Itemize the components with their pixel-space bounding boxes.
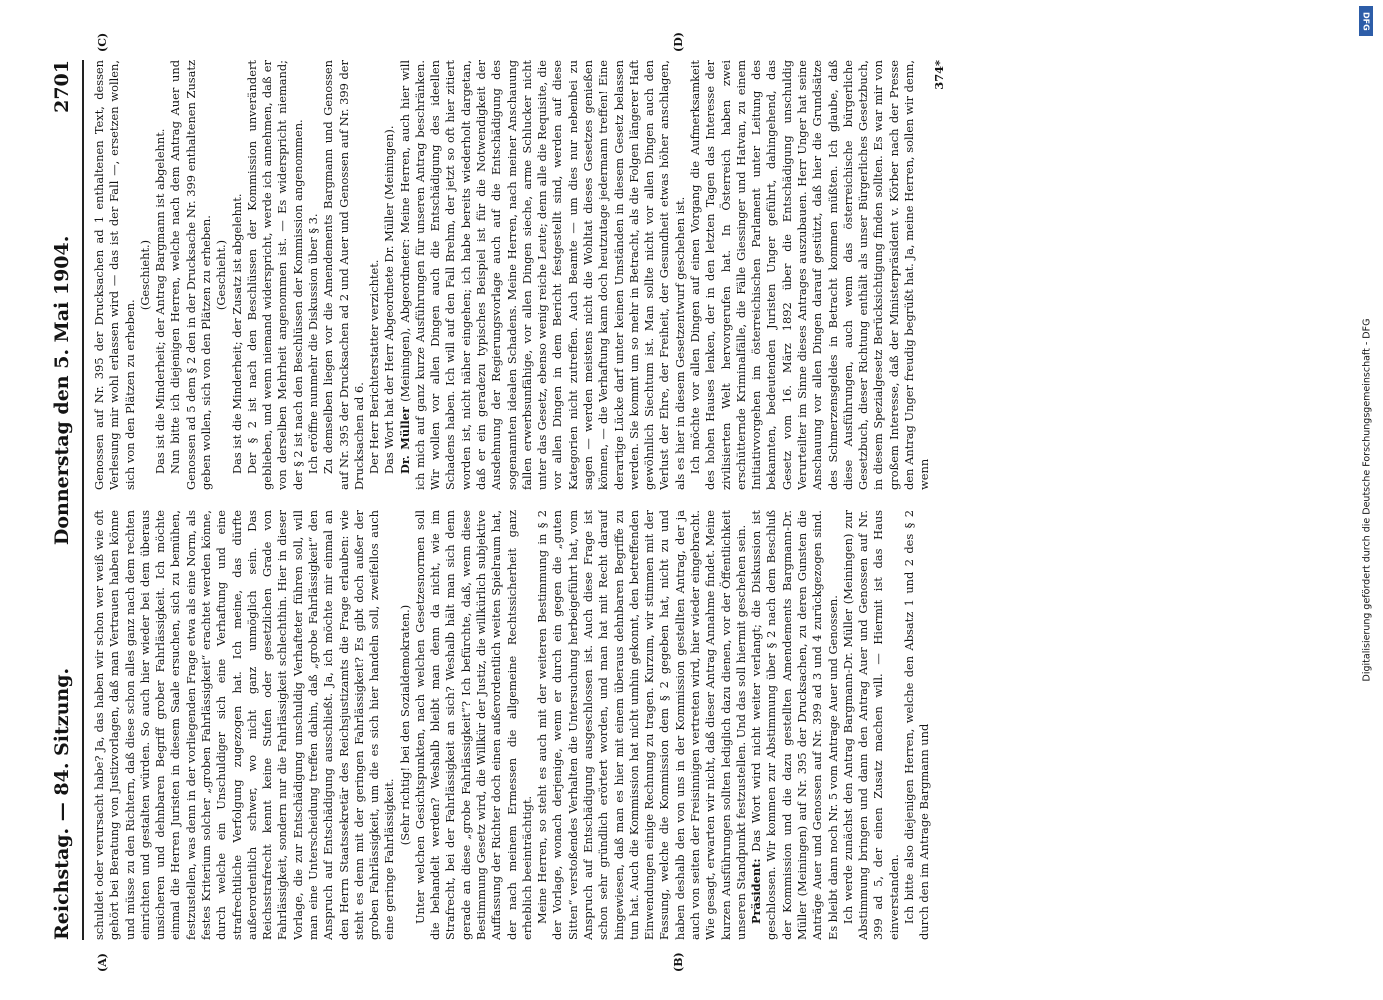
header-left: Reichstag. — 84. Sitzung. [50,667,73,940]
paragraph: Der § 2 ist nach den Beschlüssen der Kommission unverändert geblieben, und wenn niemand widerspricht, werde ich annehmen, daß er von derselben Mehrheit angenommen ist. — Es widerspricht niemand; der § 2 ist nach den Beschlüssen der Kommission angenommen. [244,60,305,490]
paragraph [397,60,687,490]
paragraph: Genossen auf Nr. 395 der Drucksachen ad 1 enthaltenen Text, dessen Verlesung mir wohl erlassen wird — das ist der Fall —, ersetzen wollen, sich von den Plätzen zu erheben. [91,60,137,490]
digitization-credit [1357,0,1377,1000]
speaker-label: Präsident: [748,858,763,925]
signature-mark: 374* [931,60,946,90]
margin-mark-a: (A) [95,953,109,972]
interjection: (Geschieht.) [137,239,152,311]
dfg-logo: DFG [1359,6,1373,36]
margin-mark-d: (D) [671,32,685,52]
paragraph: Ich bitte also diejenigen Herren, welche den Absatz 1 und 2 des § 2 durch den im Antrage Bargmann und [901,510,931,940]
speech-text: Das Wort wird nicht weiter verlangt; die Diskussion ist geschlossen. Wir kommen zur Abstimmung über § 2 nach dem Beschluß der Kommission und die dazu gestellten Amendements Bargmann-Dr. Müller (Meiningen) auf Nr. 395 der Drucksachen, zu deren Gunsten die Anträge Auer und Genossen auf Nr. 399 ad 3 und 4 zurückgezogen sind. Es bleibt dann noch Nr. 5 vom Antrage Auer und Genossen. [748,510,839,940]
paragraph: Das Wort hat der Herr Abgeordnete Dr. Müller (Meiningen). [381,125,396,475]
paragraph [749,510,841,940]
paragraph: Nun bitte ich diejenigen Herren, welche nach dem Antrag Auer und Genossen ad 5 dem § 2 den in der Drucksache Nr. 399 enthaltenen Zusatz geben wollen, sich von den Plätzen zu erheben. [167,60,213,490]
credit-text: Digitalisierung gefördert durch die Deutsche Forschungsgemeinschaft - DFG [1361,318,1373,682]
speaker-label: Dr. Müller [397,406,412,475]
paragraph: Das ist die Minderheit; der Zusatz ist abgelehnt. [229,193,244,475]
margin-mark-c: (C) [95,32,109,52]
header-center: Donnerstag den 5. Mai 1904. [50,235,73,546]
paragraph: Ich eröffne nunmehr die Diskussion über § 3. [305,213,320,475]
interjection: (Sehr richtig! bei den Sozialdemokraten.) [397,604,412,846]
left-text-column [92,510,1330,940]
margin-mark-b: (B) [671,952,685,972]
paragraph: Unter welchen Gesichtspunkten, nach welchen Gesetzesnormen soll die behandelt werden? Weshalb bleibt man denn da nicht, wie im Strafrecht, bei der Fahrlässigkeit an sich? Weshalb hält man sich denn gerade an diese „grobe Fahrlässigkeit“? Ich befürchte, daß, wenn diese Bestimmung Gesetz wird, die Willkür der Justiz, die willkürlich subjektive Auffassung der Richter doch einen außerordentlich weiten Spielraum hat, der nach meinem Ermessen die allgemeine Rechtssicherheit ganz erheblich beeinträchtigt. [412,510,534,940]
paragraph: Zu demselben liegen vor die Amendements Bargmann und Genossen auf Nr. 395 der Drucksachen ad 2 und Auer und Genossen auf Nr. 399 der Drucksachen ad 6. [320,60,366,490]
paragraph: Der Herr Berichterstatter verzichtet. [366,259,381,475]
interjection: (Geschieht.) [213,239,228,311]
speech-text: (Meiningen), Abgeordneter: Meine Herren, auch hier will ich mich auf ganz kurze Ausführungen für unseren Antrag beschränken. Wir wollen vor allen Dingen auch die Entschädigung des ideellen Schadens haben. Ich will auf den Fall Brehm, der jetzt so oft hier zitiert worden ist, nicht näher eingehen; ich habe bereits wiederholt dargetan, daß er ein geradezu typisches Beispiel ist für die Notwendigkeit der Ausdehnung der Regierungsvorlage auch auf die Entschädigung des sogenannten idealen Schadens. Meine Herren, nach meiner Anschauung fallen erwerbsunfähige, vor allen Dingen sieche, arme Schlucker nicht unter das Gesetz, ebenso wenig reiche Leute; denn alle die Requisite, die vor allen Dingen in dem Bericht festgestellt sind, werden auf diese Kategorien nicht zutreffen. Auch Beamte — um dies nur nebenbei zu sagen — werden meistens nicht die Wohltat dieses Gesetzes genießen können, — die Verhaftung kann doch heutzutage jedermann treffen! Eine derartige Lücke darf unter keinen Umständen in diesem Gesetz belassen werden. Sie kommt um so mehr in Betracht, als die Folgen längerer Haft gewöhnlich Siechtum ist. Man sollte nicht vor allen Dingen auch den Verlust der Ehre, der Freiheit, der Gesundheit etwas höher anschlagen, als es hier in diesem Gesetzentwurf geschehen ist. [397,60,687,490]
paragraph: Ich werde zunächst den Antrag Bargmann-Dr. Müller (Meiningen) zur Abstimmung bringen und dann den Antrag Auer und Genossen auf Nr. 399 ad 5, der einen Zusatz machen will. — Hiermit ist das Haus einverstanden. [840,510,901,940]
paragraph: schuldet oder verursacht habe? Ja, das haben wir schon wer weiß wie oft gehört bei Beratung von Justizvorlagen, daß man Vertrauen haben könne und müsse zu den Richtern, daß diese schon alles ganz nach dem rechten einrichten und gestalten würden. So auch hier wieder bei dem überaus unsicheren und dehnbaren Begriff grober Fahrlässigkeit. Ich möchte einmal die Herren Juristen in diesem Saale ersuchen, sich zu bemühen, festzustellen, was denn in der vorliegenden Frage etwa als eine Norm, als festes Kriterium solcher „groben Fahrlässigkeit“ erachtet werden könne, durch welche ein Unschuldiger sich eine Verhaftung und eine strafrechtliche Verfolgung zugezogen hat. Ich meine, das dürfte außerordentlich schwer, wo nicht ganz unmöglich sein. Das Reichsstrafrecht kennt keine Stufen oder gesetzlichen Grade von Fahrlässigkeit, sondern nur die Fahrlässigkeit schlechthin. Hier in dieser Vorlage, die zur Entschädigung unschuldig Verhafteter führen soll, will man eine Unterscheidung treffen dahin, daß „grobe Fahrlässigkeit“ den Anspruch auf Entschädigung ausschließt. Ja, ich möchte mir einmal an den Herrn Staatssekretär des Reichsjustizamts die Frage erlauben: wie steht es denn mit der geringen Fahrlässigkeit? Es gibt doch außer der groben Fahrlässigkeit, um die es sich hier handeln soll, zweifellos auch eine geringe Fahrlässigkeit. [91,510,396,940]
paragraph: Ich möchte vor allen Dingen auf einen Vorgang die Aufmerksamkeit des hohen Hauses lenken, der in den letzten Tagen das Interesse der zivilisierten Welt hervorgerufen hat. In Österreich haben zwei erschütternde Kriminalfälle, die Fälle Giessinger und Hatvan, zu einem Initiativvorgehen im österreichischen Parlament unter Leitung des bekannten, bedeutenden Juristen Unger geführt, dahingehend, das Gesetz vom 16. März 1892 über die Entschädigung unschuldig Verurteilter im Sinne dieses Antrages auszubauen. Herr Unger hat seine Anschauung vor allen Dingen darauf gestützt, daß hier die Grundsätze des Schmerzensgeldes in Betracht kommen müßten. Ich glaube, daß diese Ausführungen, auch wenn das österreichische bürgerliche Gesetzbuch, dieser Richtung enthält als unser Bürgerliches Gesetzbuch, in diesem Spezialgesetz Berücksichtigung finden sollten. Es war mir von großem Interesse, daß der Ministerpräsident v. Körber nach der Presse den Antrag Unger freudig begrüßt hat. Ja, meine Herren, sollen wir denn, wenn [687,60,931,490]
right-text-column [92,60,1330,490]
page-header [42,60,84,940]
header-page-number: 2701 [50,60,73,113]
paragraph: Das ist die Minderheit; der Antrag Bargmann ist abgelehnt. [152,128,167,475]
rotated-document-page [32,20,1352,980]
paragraph: Meine Herren, so steht es auch mit der weiteren Bestimmung in § 2 der Vorlage, wonach derjenige, wenn er durch ein gegen die „guten Sitten“ verstoßendes Verhalten die Untersuchung herbeigeführt hat, vom Anspruch auf Entschädigung ausgeschlossen ist. Auch diese Frage ist schon sehr gründlich erörtert worden, und man hat mit Recht darauf hingewiesen, daß man es hier mit einem überaus dehnbaren Begriffe zu tun hat. Auch die Kommission hat nicht umhin gekonnt, den betreffenden Einwendungen einige Rechnung zu tragen. Kurzum, wir stimmen mit der Fassung, welche die Kommission dem § 2 gegeben hat, nicht zu und haben deshalb den von uns in der Kommission gestellten Antrag, der ja auch von seiten der Freisinnigen vertreten wird, hier wieder eingebracht. Wie gesagt, erwarten wir nicht, daß dieser Antrag Annahme findet. Meine kurzen Ausführungen sollten lediglich dazu dienen, vor der Öffentlichkeit unseren Standpunkt festzustellen. Und das soll hiermit geschehen sein. [534,510,748,940]
